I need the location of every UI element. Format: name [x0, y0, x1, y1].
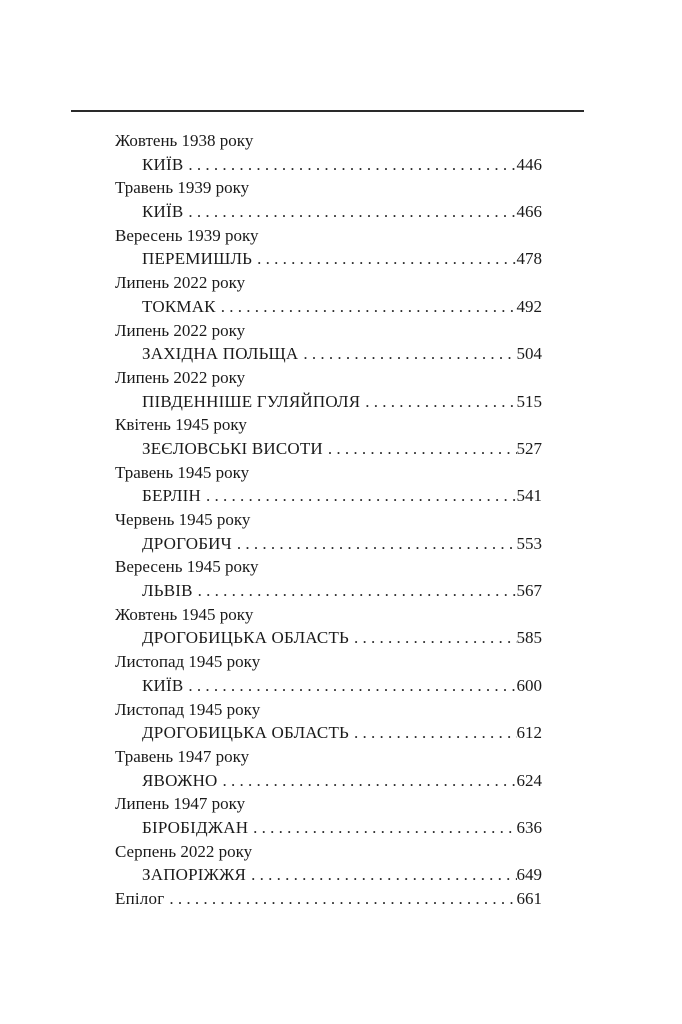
- toc-entry-page: 527: [516, 438, 542, 458]
- top-rule: [71, 110, 584, 112]
- toc-entry-place-line[interactable]: [115, 816, 542, 840]
- toc-entry: [115, 319, 542, 366]
- toc-entry-date: Листопад 1945 року: [115, 699, 261, 719]
- toc-entry-place: ДРОГОБИЧ: [142, 533, 232, 553]
- toc-entry-page: 541: [516, 486, 542, 506]
- dot-leader: [218, 769, 517, 793]
- toc-entry: [115, 413, 542, 460]
- toc-entry-place-line[interactable]: [115, 153, 542, 177]
- toc-entry-epilogue: [115, 887, 542, 911]
- toc-entry-place-line[interactable]: [115, 437, 542, 461]
- toc-entry: [115, 555, 542, 602]
- toc-entry-date: Червень 1945 року: [115, 510, 251, 529]
- toc-entry-date: Липень 1947 року: [115, 794, 246, 814]
- toc-entry-page: 553: [516, 533, 542, 553]
- toc-entry: [115, 603, 542, 650]
- toc-entry-place: ДРОГОБИЦЬКА ОБЛАСТЬ: [142, 723, 350, 743]
- toc-entry-place-line[interactable]: [115, 390, 542, 414]
- toc-entry: [115, 508, 542, 555]
- toc-entry-place-line[interactable]: [115, 863, 542, 887]
- toc-entry-date: Липень 2022 року: [115, 367, 246, 387]
- toc-entry: [115, 745, 542, 792]
- toc-entry: [115, 176, 542, 223]
- toc-entry: [115, 840, 542, 887]
- dot-leader: [201, 484, 517, 508]
- toc-entry-place-line[interactable]: [115, 342, 542, 366]
- toc-epilogue-label: Епілог: [115, 889, 165, 908]
- dot-leader: [298, 342, 516, 366]
- toc-entry-place: ЯВОЖНО: [142, 770, 218, 790]
- toc-entry-place: ЛЬВІВ: [142, 581, 193, 601]
- dot-leader: [183, 200, 516, 224]
- dot-leader: [216, 295, 517, 319]
- dot-leader: [246, 863, 516, 887]
- toc-entry: [115, 129, 542, 176]
- toc-entry: [115, 366, 542, 413]
- dot-leader: [252, 247, 516, 271]
- toc-entry-page: 515: [516, 391, 542, 411]
- toc-entry-place: ТОКМАК: [142, 296, 216, 316]
- toc-entry-place: ДРОГОБИЦЬКА ОБЛАСТЬ: [142, 628, 350, 648]
- toc-entry: [115, 792, 542, 839]
- toc-entry-place: ЗАПОРІЖЖЯ: [142, 865, 247, 885]
- toc-entry-place-line[interactable]: [115, 674, 542, 698]
- table-of-contents: [115, 129, 542, 911]
- toc-entry-date: Жовтень 1938 року: [115, 131, 254, 150]
- toc-entry-place-line[interactable]: [115, 484, 542, 508]
- toc-entry-page: 567: [516, 581, 542, 601]
- toc-entry-place-line[interactable]: [115, 579, 542, 603]
- toc-epilogue-line[interactable]: [115, 887, 542, 911]
- toc-entry: [115, 698, 542, 745]
- toc-entry-place-line[interactable]: [115, 769, 542, 793]
- dot-leader: [323, 437, 517, 461]
- dot-leader: [183, 674, 516, 698]
- toc-entry-date: Листопад 1945 року: [115, 652, 261, 672]
- dot-leader: [164, 887, 516, 911]
- toc-entry: [115, 461, 542, 508]
- toc-entry-place: БІРОБІДЖАН: [142, 817, 249, 837]
- toc-entry-place: ПЕРЕМИШЛЬ: [142, 249, 253, 269]
- toc-entry-place: ЗЕЄЛОВСЬКІ ВИСОТИ: [142, 438, 323, 458]
- toc-entry-date: Вересень 1945 року: [115, 557, 259, 577]
- toc-entry-page: 636: [516, 817, 542, 837]
- dot-leader: [360, 390, 516, 414]
- toc-entry-page: 612: [516, 723, 542, 743]
- toc-entry-place: КИЇВ: [142, 154, 184, 174]
- toc-entry-place-line[interactable]: [115, 247, 542, 271]
- toc-entry-place-line[interactable]: [115, 200, 542, 224]
- toc-entry-page: 466: [516, 202, 542, 222]
- toc-entry-place-line[interactable]: [115, 295, 542, 319]
- dot-leader: [183, 153, 516, 177]
- toc-entry-date: Жовтень 1945 року: [115, 604, 254, 624]
- dot-leader: [248, 816, 516, 840]
- toc-entry-page: 649: [516, 865, 542, 885]
- dot-leader: [349, 626, 516, 650]
- toc-entry-page: 492: [516, 296, 542, 316]
- toc-epilogue-page: 661: [516, 889, 542, 908]
- toc-entry-date: Квітень 1945 року: [115, 415, 247, 435]
- toc-entry-place-line[interactable]: [115, 721, 542, 745]
- toc-entry-date: Травень 1945 року: [115, 462, 250, 482]
- toc-entry-place: БЕРЛІН: [142, 486, 201, 506]
- dot-leader: [232, 532, 517, 556]
- toc-entry-place: КИЇВ: [142, 675, 184, 695]
- toc-entry-date: Липень 2022 року: [115, 320, 246, 340]
- dot-leader: [349, 721, 516, 745]
- toc-entry-page: 624: [516, 770, 542, 790]
- toc-entry-page: 504: [516, 344, 542, 364]
- toc-entry-date: Вересень 1939 року: [115, 225, 259, 245]
- toc-entry: [115, 650, 542, 697]
- toc-entry-place: ЗАХІДНА ПОЛЬЩА: [142, 344, 299, 364]
- toc-entry-place-line[interactable]: [115, 626, 542, 650]
- toc-entry-date: Серпень 2022 року: [115, 841, 253, 861]
- toc-entry-date: Травень 1947 року: [115, 746, 250, 766]
- toc-entry-page: 478: [516, 249, 542, 269]
- toc-entry-page: 600: [516, 675, 542, 695]
- toc-entry-page: 585: [516, 628, 542, 648]
- toc-entry-place: КИЇВ: [142, 202, 184, 222]
- toc-entry-place-line[interactable]: [115, 532, 542, 556]
- toc-entry: [115, 224, 542, 271]
- toc-entry-date: Травень 1939 року: [115, 178, 250, 198]
- toc-entry-page: 446: [516, 154, 542, 174]
- toc-entry-place: ПІВДЕННІШЕ ГУЛЯЙПОЛЯ: [142, 391, 361, 411]
- toc-entry: [115, 271, 542, 318]
- dot-leader: [193, 579, 517, 603]
- toc-entry-date: Липень 2022 року: [115, 273, 246, 293]
